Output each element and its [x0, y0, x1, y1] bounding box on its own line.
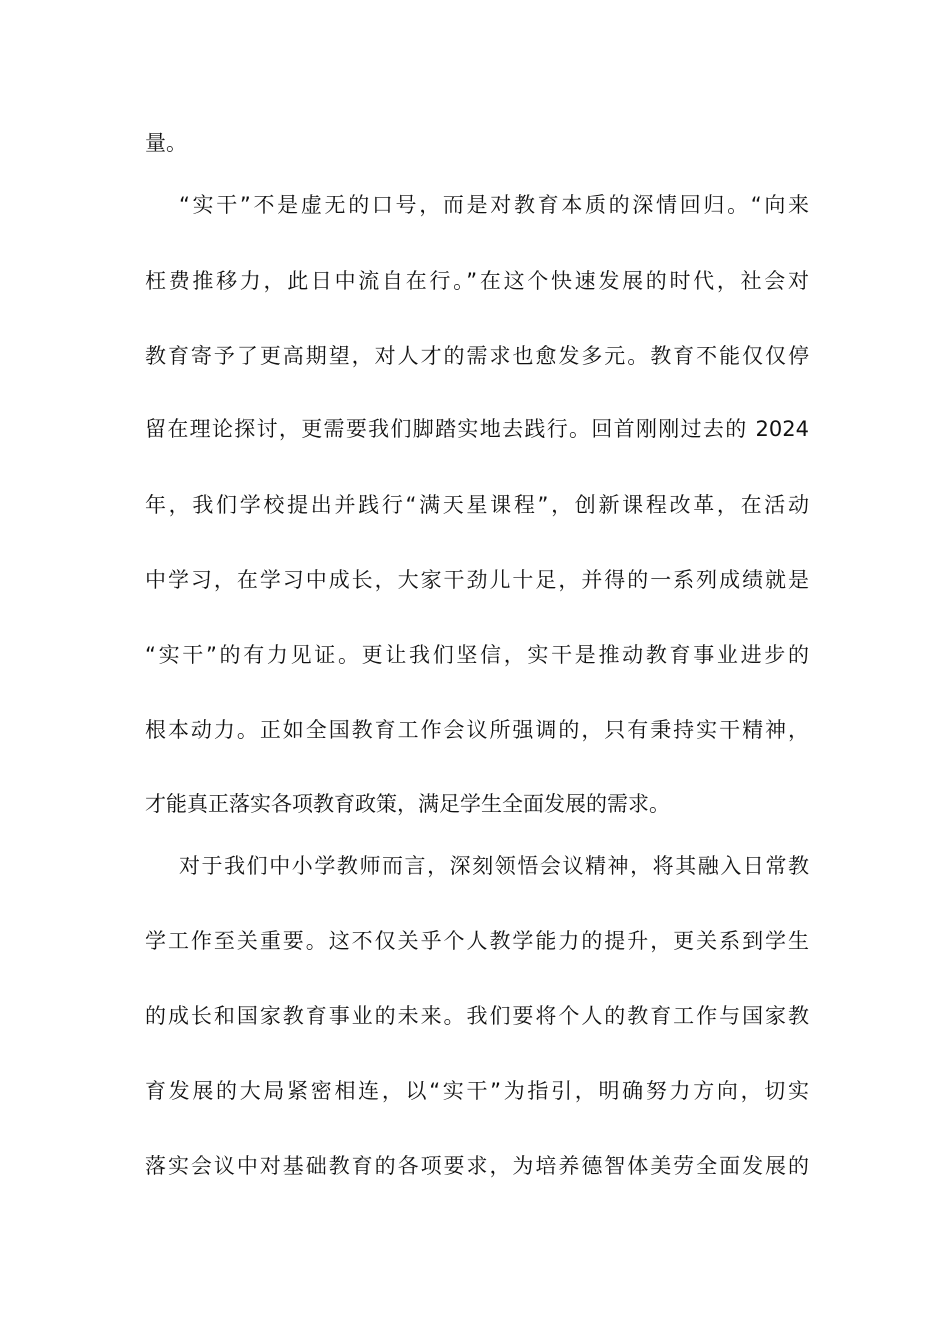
paragraph-line: 才能真正落实各项教育政策，满足学生全面发展的需求。	[145, 792, 670, 816]
paragraph-line: “实干”不是虚无的口号，而是对教育本质的深情回归。“向来	[179, 193, 809, 217]
paragraph-line: 枉费推移力，此日中流自在行。”在这个快速发展的时代，社会对	[145, 269, 809, 293]
paragraph-line: 量。	[145, 131, 187, 155]
paragraph-line: 根本动力。正如全国教育工作会议所强调的，只有秉持实干精神，	[145, 718, 809, 742]
paragraph-line: 的成长和国家教育事业的未来。我们要将个人的教育工作与国家教	[145, 1004, 809, 1028]
paragraph-line: 留在理论探讨，更需要我们脚踏实地去践行。回首刚刚过去的 2024	[145, 417, 809, 441]
paragraph-line: 中学习，在学习中成长，大家干劲儿十足，并得的一系列成绩就是	[145, 568, 809, 592]
paragraph-line: 落实会议中对基础教育的各项要求，为培养德智体美劳全面发展的	[145, 1154, 809, 1178]
paragraph-line: 学工作至关重要。这不仅关乎个人教学能力的提升，更关系到学生	[145, 929, 809, 953]
paragraph-line: 教育寄予了更高期望，对人才的需求也愈发多元。教育不能仅仅停	[145, 344, 809, 368]
paragraph-line: 育发展的大局紧密相连，以“实干”为指引，明确努力方向，切实	[145, 1079, 809, 1103]
paragraph-line: 对于我们中小学教师而言，深刻领悟会议精神，将其融入日常教	[179, 854, 809, 878]
paragraph-line: “实干”的有力见证。更让我们坚信，实干是推动教育事业进步的	[145, 643, 809, 667]
paragraph-line: 年，我们学校提出并践行“满天星课程”，创新课程改革，在活动	[145, 493, 809, 517]
